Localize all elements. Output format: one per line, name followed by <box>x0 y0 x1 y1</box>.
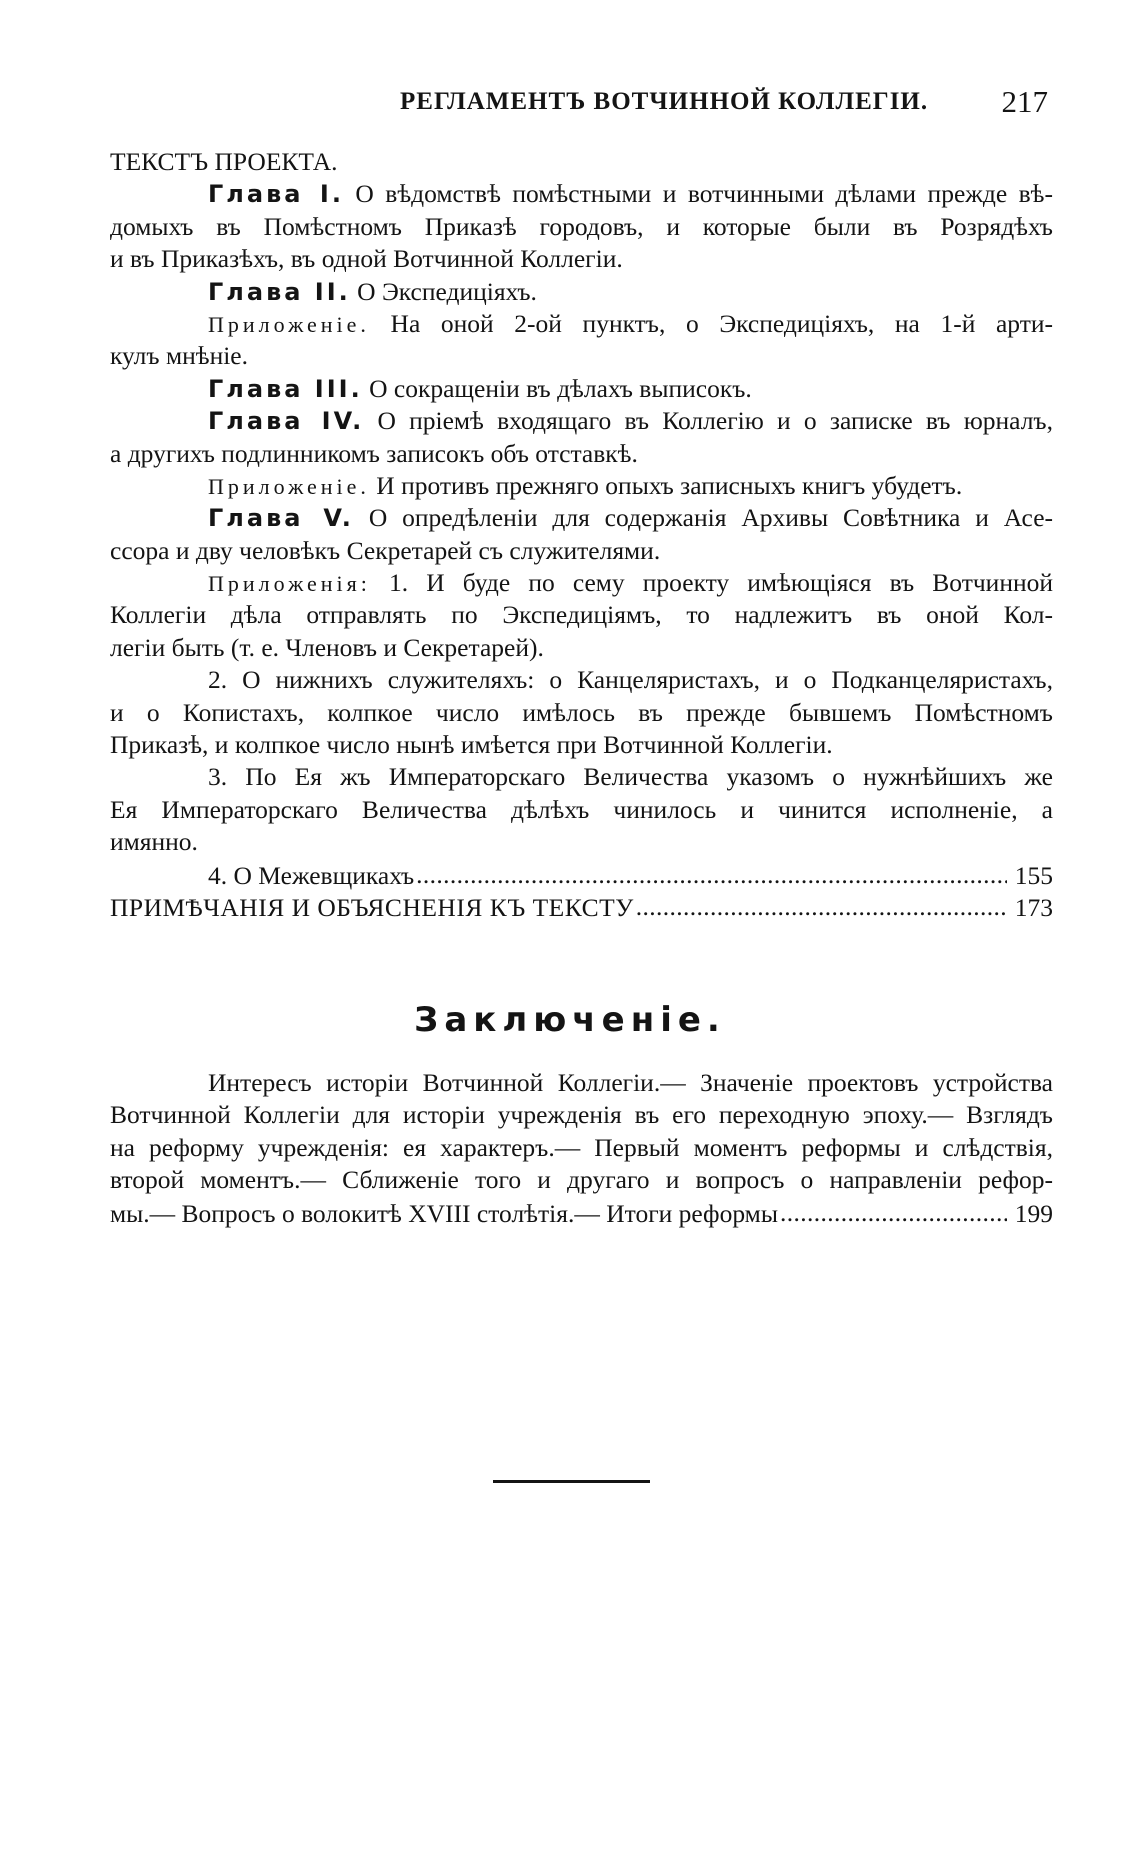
toc-line <box>110 178 1053 210</box>
toc-line: Приказѣ, и колпкое число нынѣ имѣется при Вотчинной Коллегіи. <box>110 730 833 760</box>
toc-entry-text: О сокращеніи въ дѣлахъ выписокъ. <box>369 373 752 403</box>
toc-entry-text: О пріемѣ входящаго въ Коллегію и о записке въ юрналъ, <box>377 406 1053 436</box>
page-number: 217 <box>1001 84 1048 119</box>
toc-line: а другихъ подлинникомъ записокъ объ отставкѣ. <box>110 438 638 468</box>
conclusion-title: Заключеніе. <box>414 1000 726 1040</box>
table-of-contents <box>110 146 1053 923</box>
toc-line <box>110 308 1053 340</box>
toc-line: ссора и дву человѣкъ Секретарей съ служителями. <box>110 535 661 565</box>
appendix-label: Приложеніе. <box>208 311 370 337</box>
toc-entry-text: ПРИМѢЧАНІЯ И ОБЪЯСНЕНІЯ КЪ ТЕКСТУ <box>110 893 634 923</box>
toc-entry-text: 1. И буде по сему проекту имѣющіяся въ Вотчинной <box>389 568 1053 598</box>
summary-line: Вотчинной Коллегіи для исторіи учрежденія въ его переходную эпоху.— Взглядъ <box>110 1100 1053 1130</box>
chapter-label: Глава V. <box>208 504 354 533</box>
toc-entry-text: О вѣдомствѣ помѣстными и вотчинными дѣлами прежде вѣ- <box>355 179 1053 209</box>
summary-line: на реформу учрежденія: ея характеръ.— Первый моментъ реформы и слѣдствія, <box>110 1132 1053 1162</box>
chapter-label: Глава IV. <box>208 407 365 436</box>
toc-line: и о Копистахъ, колпкое число имѣлось въ прежде бывшемъ Помѣстномъ <box>110 697 1053 727</box>
summary-line: второй моментъ.— Сближеніе того и другаго и вопросъ о направленіи рефор- <box>110 1165 1053 1195</box>
toc-line: легіи быть (т. е. Членовъ и Секретарей). <box>110 632 544 662</box>
toc-entry-text: И противъ прежняго опыхъ записныхъ книгъ убудетъ. <box>376 470 963 500</box>
toc-line: Ея Императорскаго Величества дѣлѣхъ чинилось и чинится исполненіе, а <box>110 794 1053 824</box>
toc-entry-with-page <box>110 1197 1053 1229</box>
chapter-label: Глава III. <box>208 374 363 403</box>
toc-line: кулъ мнѣніе. <box>110 341 248 371</box>
toc-line: домыхъ въ Помѣстномъ Приказѣ городовъ, и которые были въ Розрядѣхъ <box>110 211 1053 241</box>
dot-leader <box>636 891 1007 917</box>
closing-rule <box>493 1480 650 1483</box>
toc-line <box>110 276 1053 308</box>
toc-line <box>110 567 1053 599</box>
toc-line <box>110 470 1053 502</box>
summary-line: Интересъ исторіи Вотчинной Коллегіи.— Значеніе проектовъ устройства <box>208 1068 1053 1097</box>
toc-page-number: 173 <box>1014 893 1053 923</box>
toc-entry-text: На оной 2-ой пунктъ, о Экспедиціяхъ, на 1-й арти- <box>390 308 1053 338</box>
toc-page-number: 199 <box>1014 1199 1053 1229</box>
toc-line: имянно. <box>110 827 198 857</box>
toc-entry-text: 4. О Межевщикахъ <box>208 861 415 891</box>
toc-page-number: 155 <box>1014 861 1053 891</box>
dot-leader <box>780 1197 1007 1223</box>
toc-entry-text: О Экспедиціяхъ. <box>357 276 537 306</box>
chapter-label: Глава II. <box>208 277 351 306</box>
toc-line <box>110 373 1053 405</box>
toc-entry-text: мы.— Вопросъ о волокитѣ XVIII столѣтія.— Итоги реформы <box>110 1199 778 1229</box>
dot-leader <box>416 859 1007 885</box>
running-title: РЕГЛАМЕНТЪ ВОТЧИННОЙ КОЛЛЕГІИ. <box>400 88 929 115</box>
toc-line <box>110 502 1053 534</box>
toc-entry-with-page <box>110 859 1053 891</box>
toc-line <box>110 405 1053 437</box>
toc-entry-text: О опредѣленіи для содержанія Архивы Совѣтника и Асе- <box>368 503 1053 533</box>
toc-entry-with-page <box>110 891 1053 923</box>
toc-line: 3. По Ея жъ Императорскаго Величества указомъ о нужнѣйшихъ же <box>208 762 1053 792</box>
appendix-label: Приложеніе. <box>208 473 370 499</box>
toc-line: и въ Приказѣхъ, въ одной Вотчинной Коллегіи. <box>110 244 623 274</box>
conclusion-summary <box>110 1067 1053 1229</box>
appendix-label: Приложенія: <box>208 571 371 597</box>
toc-line: Коллегіи дѣла отправлять по Экспедиціямъ, то надлежитъ въ оной Кол- <box>110 600 1053 630</box>
toc-heading: ТЕКСТЪ ПРОЕКТА. <box>110 147 338 176</box>
chapter-label: Глава I. <box>208 180 344 209</box>
toc-line: 2. О нижнихъ служителяхъ: о Канцеляристахъ, и о Подканцеляристахъ, <box>208 665 1053 695</box>
